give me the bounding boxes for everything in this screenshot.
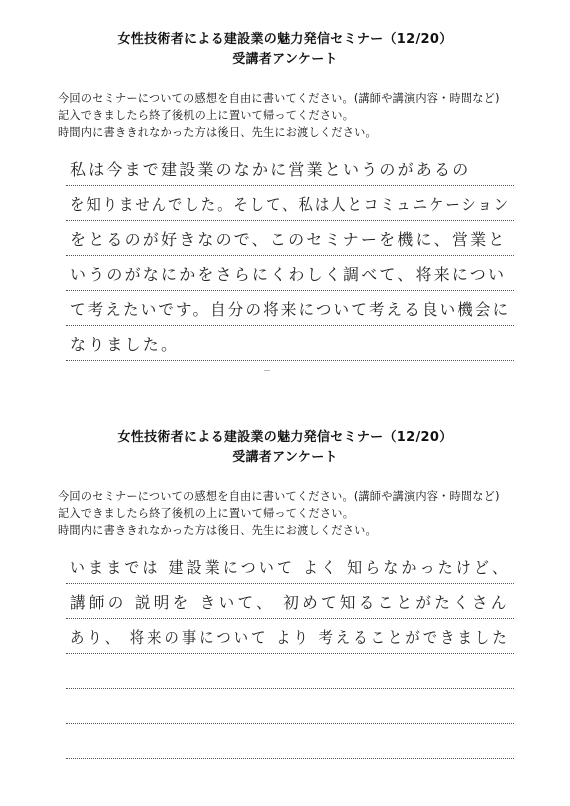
survey-title-line-2: 受講者アンケート: [232, 450, 338, 465]
answer-line: [66, 151, 514, 186]
page-divider-mark: [264, 370, 270, 371]
survey-instructions: [0, 90, 570, 141]
answer-line: [66, 584, 514, 619]
instruction-line-3: 時間内に書ききれなかった方は後日、先生にお渡しください。: [58, 524, 377, 537]
survey-title: [0, 428, 570, 468]
answer-area: [66, 151, 514, 361]
survey-title-line-1: 女性技術者による建設業の魅力発信セミナー（12/20）: [117, 32, 453, 47]
answer-line: [66, 326, 514, 361]
instruction-line-1: 今回のセミナーについての感想を自由に書いてください。(講師や講演内容・時間など): [58, 490, 500, 503]
answer-line: [66, 549, 514, 584]
handwritten-text: いままでは 建設業について よく 知らなかったけど、: [70, 558, 511, 577]
handwritten-text: て考えたいです。自分の将来について考える良い機会に: [70, 300, 511, 319]
instruction-line-1: 今回のセミナーについての感想を自由に書いてください。(講師や講演内容・時間など): [58, 92, 500, 105]
survey-title: [0, 30, 570, 70]
handwritten-text: 私は今まで建設業のなかに営業というのがあるの: [70, 160, 471, 179]
answer-line: [66, 724, 514, 759]
survey-instructions: [0, 488, 570, 539]
handwritten-text: 講師の 説明を きいて、 初めて知ることがたくさん: [70, 593, 510, 612]
survey-sheet-2: [0, 428, 570, 759]
survey-sheet-1: [0, 30, 570, 361]
answer-line: [66, 654, 514, 689]
answer-line: [66, 619, 514, 654]
instruction-line-2: 記入できましたら終了後机の上に置いて帰ってください。: [58, 109, 355, 122]
answer-line: [66, 689, 514, 724]
answer-line: [66, 256, 514, 291]
answer-line: [66, 221, 514, 256]
instruction-line-2: 記入できましたら終了後机の上に置いて帰ってください。: [58, 507, 355, 520]
answer-line: [66, 186, 514, 221]
answer-area: [66, 549, 514, 759]
instruction-line-3: 時間内に書ききれなかった方は後日、先生にお渡しください。: [58, 126, 377, 139]
handwritten-text: あり、 将来の事について より 考えることができました: [70, 628, 510, 647]
handwritten-text: なりました。: [70, 335, 180, 354]
survey-title-line-2: 受講者アンケート: [232, 52, 338, 67]
handwritten-text: を知りませんでした。そして、私は人とコミュニケーション: [70, 195, 511, 214]
answer-line: [66, 291, 514, 326]
survey-title-line-1: 女性技術者による建設業の魅力発信セミナー（12/20）: [117, 430, 453, 445]
handwritten-text: をとるのが好きなので、このセミナーを機に、営業と: [70, 230, 507, 249]
handwritten-text: いうのがなにかをさらにくわしく調べて、将来につい: [70, 265, 507, 284]
